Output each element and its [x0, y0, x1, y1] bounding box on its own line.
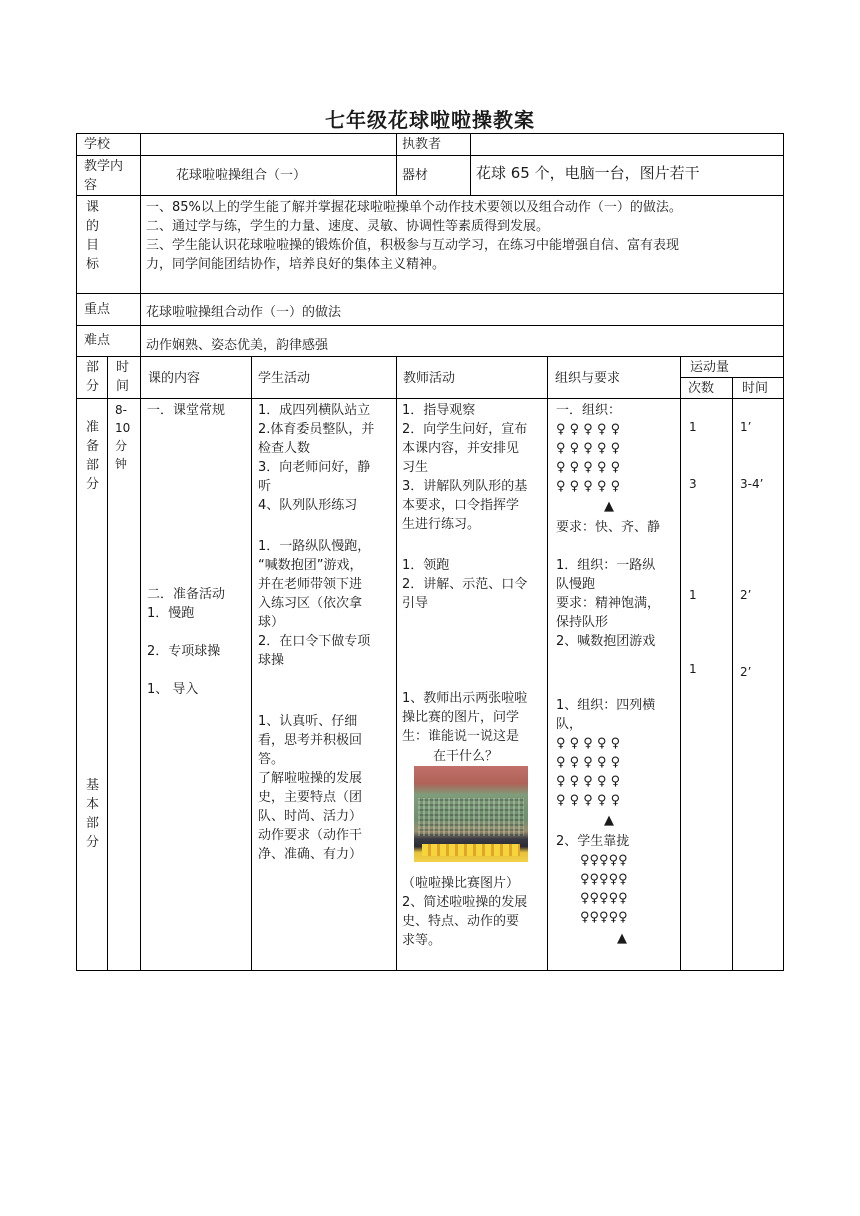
cheerleading-competition-photo [414, 766, 528, 862]
content-value: 花球啦啦操组合（一） [176, 168, 307, 183]
col-header-student: 学生活动 [258, 371, 311, 386]
col-header-teacher: 教师活动 [403, 371, 456, 386]
page-title: 七年级花球啦啦操教案 [325, 108, 535, 132]
col-divider [140, 356, 141, 971]
part-prep: 准 备 部 分 [86, 420, 100, 492]
photo-crowd [418, 798, 524, 836]
student-activity-2: 1．一路纵队慢跑， “喊数抱团”游戏， 并在老师带领下进 入练习区（依次拿 球） 2．在口令下做专项 球操 [258, 539, 371, 668]
col-divider [251, 356, 252, 971]
duration-value: 2’ [740, 665, 752, 679]
table-border-left [76, 133, 77, 971]
table-border-top [76, 133, 784, 134]
photo-performers [422, 844, 520, 856]
content-warmup: 二．准备活动 1．慢跑 2．专项球操 1、 导入 [147, 587, 226, 697]
count-value: 3 [689, 477, 697, 491]
duration-value: 1’ [740, 420, 752, 434]
col-divider [732, 377, 733, 971]
goals-label: 课 的 目 标 [86, 200, 100, 272]
equipment-label: 器材 [402, 168, 429, 183]
content-label: 教学内 容 [84, 159, 124, 193]
col-divider [547, 356, 548, 971]
student-activity-1: 1．成四列横队站立 2.体育委员整队，并 检查人数 3．向老师问好，静 听 4、队列队形练习 [258, 403, 375, 513]
row-divider [76, 195, 784, 196]
school-label: 学校 [84, 137, 111, 152]
col-header-org: 组织与要求 [555, 371, 621, 386]
col-divider [140, 133, 141, 196]
col-header-duration: 时间 [742, 381, 769, 396]
org-gather-title: 2、学生靠拢 [556, 834, 630, 849]
count-value: 1 [689, 662, 697, 676]
teacher-activity-4: （啦啦操比赛图片） 2、简述啦啦操的发展 史、特点、动作的要 求等。 [402, 876, 528, 948]
col-divider [140, 195, 141, 357]
col-header-time: 时 间 [116, 360, 130, 394]
col-header-part: 部 分 [86, 360, 100, 394]
col-divider [396, 133, 397, 196]
time-prep: 8- 10 分 钟 [115, 403, 131, 471]
teacher-position-marker: ▲ [617, 931, 627, 946]
teacher-activity-2: 1．领跑 2．讲解、示范、口令 引导 [402, 558, 528, 611]
part-basic: 基 本 部 分 [86, 778, 100, 850]
table-border-bottom [76, 970, 784, 971]
duration-value: 3-4’ [740, 477, 764, 491]
teacher-position-marker: ▲ [604, 813, 614, 828]
teacher-label: 执教者 [402, 137, 442, 152]
org-requirements-1: 要求：快、齐、静 1．组织：一路纵 队慢跑 要求：精神饱满， 保持队形 2、喊数抱团游戏 [556, 520, 661, 649]
row-divider [76, 325, 784, 326]
key-value: 花球啦啦操组合动作（一）的做法 [146, 305, 342, 320]
col-divider [396, 356, 397, 971]
duration-value: 2’ [740, 588, 752, 602]
equipment-value: 花球 65 个，电脑一台，图片若干 [476, 164, 700, 182]
col-header-load: 运动量 [690, 360, 730, 375]
org-formation-2: 1、组织：四列横 队， ♀ ♀ ♀ ♀ ♀ ♀ ♀ ♀ ♀ ♀ ♀ ♀ ♀ ♀ ♀ ♀ ♀ ♀ ♀ ♀ [556, 698, 656, 808]
goals-text: 一、85%以上的学生能了解并掌握花球啦啦操单个动作技术要领以及组合动作（一）的做法。 二、通过学与练，学生的力量、速度、灵敏、协调性等素质得到发展。 三、学生能认识花球啦啦操的锻炼价值，积极参与互动学习，在练习中能增强自信、富有表现 力，同学间能团结协作，培养良好的集体主义精神。 [146, 200, 682, 272]
org-formation-3: ♀♀♀♀♀ ♀♀♀♀♀ ♀♀♀♀♀ ♀♀♀♀♀ [580, 853, 628, 925]
difficulty-label: 难点 [84, 333, 111, 348]
org-formation-1: 一．组织： ♀ ♀ ♀ ♀ ♀ ♀ ♀ ♀ ♀ ♀ ♀ ♀ ♀ ♀ ♀ ♀ ♀ ♀ ♀ ♀ [556, 403, 622, 494]
col-divider [680, 356, 681, 971]
col-divider [107, 356, 108, 971]
col-header-content: 课的内容 [148, 371, 201, 386]
row-divider [76, 356, 784, 357]
count-value: 1 [689, 588, 697, 602]
count-value: 1 [689, 420, 697, 434]
key-label: 重点 [84, 302, 111, 317]
difficulty-value: 动作娴熟、姿态优美，韵律感强 [146, 338, 329, 353]
student-activity-3: 1、认真听、仔细 看，思考并积极回 答。 了解啦啦操的发展 史，主要特点（团 队、时尚、活力） 动作要求（动作干 净、准确、有力） [258, 714, 363, 862]
table-border-right [783, 133, 784, 971]
row-divider [76, 398, 784, 399]
content-routine: 一．课堂常规 [147, 403, 226, 418]
col-divider [470, 133, 471, 196]
teacher-activity-3-question: 在干什么？ [433, 749, 499, 764]
col-header-count: 次数 [688, 381, 715, 396]
teacher-activity-1: 1．指导观察 2．向学生问好，宣布 本课内容，并安排见 习生 3．讲解队列队形的基 本要求，口令指挥学 生进行练习。 [402, 403, 528, 532]
teacher-position-marker: ▲ [604, 499, 614, 514]
row-divider [76, 293, 784, 294]
row-divider [76, 155, 784, 156]
teacher-activity-3: 1、教师出示两张啦啦 操比赛的图片，问学 生：谁能说一说这是 [402, 691, 528, 744]
